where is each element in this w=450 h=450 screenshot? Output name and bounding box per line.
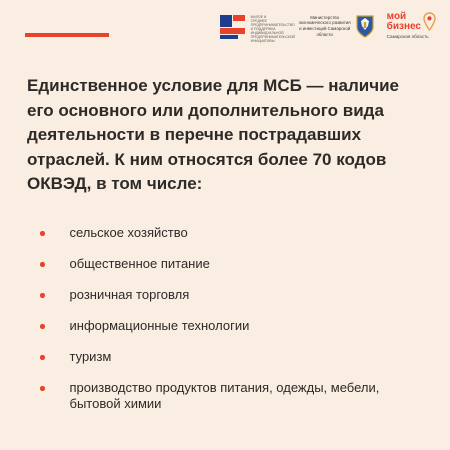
list-item xyxy=(40,256,430,272)
location-pin-icon xyxy=(423,12,436,31)
bullet-icon xyxy=(40,231,45,236)
industries-list xyxy=(40,225,430,427)
national-project-text: МАЛОЕ И СРЕДНЕЕ ПРЕДПРИНИМАТЕЛЬСТВО И ПОДДЕРЖКА ИНДИВИДУАЛЬНОЙ ПРЕДПРИНИМАТЕЛЬСКОЙ ИНИЦИАТИВЫ xyxy=(250,15,295,43)
bullet-icon xyxy=(40,355,45,360)
ministry-logo xyxy=(299,14,375,38)
bullet-icon xyxy=(40,386,45,391)
list-item-text: информационные технологии xyxy=(69,318,250,333)
list-item xyxy=(40,380,430,412)
ministry-text: Министерство экономического развития и инвестиций Самарской области xyxy=(298,14,351,37)
national-project-logo xyxy=(220,15,295,43)
moy-biznes-region: Самарская область xyxy=(386,34,429,39)
header-logos xyxy=(220,12,436,43)
accent-line xyxy=(25,33,109,37)
national-project-icon xyxy=(220,15,248,43)
moy-biznes-word2: бизнес xyxy=(386,21,421,32)
bullet-icon xyxy=(40,324,45,329)
list-item-text: производство продуктов питания, одежды, мебели, бытовой химии xyxy=(69,380,380,411)
list-item-text: туризм xyxy=(69,349,112,364)
list-item-text: сельское хозяйство xyxy=(69,225,188,240)
list-item-text: общественное питание xyxy=(69,256,210,271)
list-item-text: розничная торговля xyxy=(69,287,190,302)
bullet-icon xyxy=(40,262,45,267)
coat-of-arms-icon xyxy=(355,14,375,38)
list-item xyxy=(40,225,430,241)
list-item xyxy=(40,318,430,334)
list-item xyxy=(40,287,430,303)
moy-biznes-word1: мой xyxy=(386,11,407,22)
bullet-icon xyxy=(40,293,45,298)
list-item xyxy=(40,349,430,365)
headline: Единственное условие для МСБ — наличие его основного или дополнительного вида деятельности в перечне пострадавших отраслей. К ним относятся более 70 кодов ОКВЭД, в том числе: xyxy=(27,76,400,193)
moy-biznes-logo xyxy=(387,12,436,39)
